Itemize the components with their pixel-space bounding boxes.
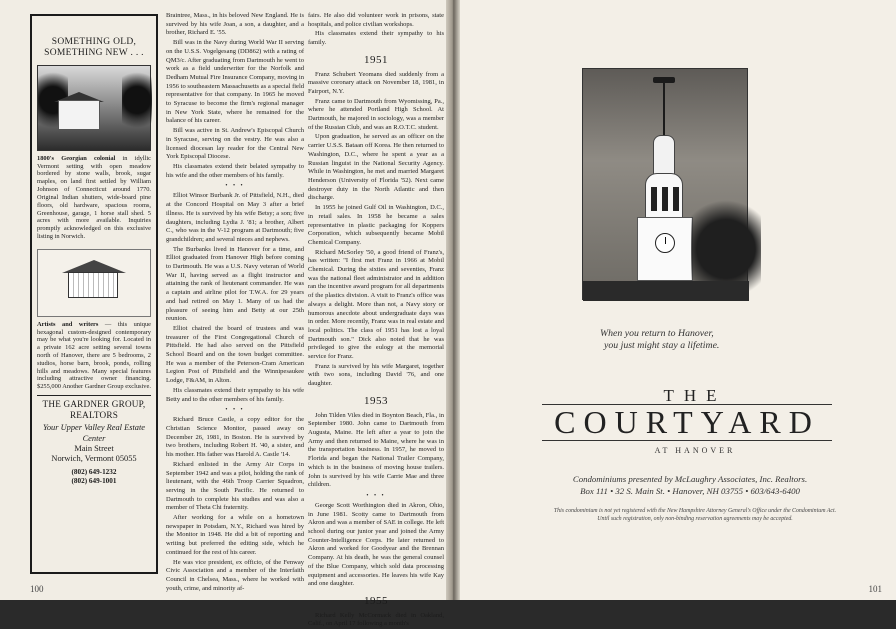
realtor-line: Condominiums presented by McLaughry Associates, Inc. Realtors. [572,474,808,484]
phone-2: (802) 649-1001 [71,476,117,485]
paragraph: Franz Schubert Yeomans died suddenly from a massive coronary attack on November 18, 1981, in Fairport, N.Y. [308,70,444,95]
paragraph: His classmates extend their belated sympathy to his wife and the other members of his family. [166,162,304,179]
brand-location: AT HANOVER [654,446,736,455]
belfry-opening [673,187,679,211]
class-year-heading: 1951 [364,53,388,66]
paragraph: Bill was in the Navy during World War II serving on the U.S.S. Vogelgesang (DD862) with a rating of QM3/c. After graduating from Dartmouth he went to work as a field underwriter for the Norfolk and Dedham Mutual Fire Insurance Company, moving in 1956 to southeastern Massachusetts as a special field representative for that company. In 1965 he moved to Syracuse to become the firm's regional manager in New York State, where he remained for the balance of his career. [166,39,304,125]
ad-tagline [600,328,800,352]
brand-name: COURTYARD [542,404,832,441]
binding-gutter [446,0,460,600]
house-shape [58,100,100,130]
realtor-info [530,474,850,498]
paragraph: Franz came to Dartmouth from Wyomissing, Pa., where he attended Portland High School. At Dartmouth, he majored in sociology, was a member of the Russian Club, and was an R.O.T.C. student. [308,97,444,131]
paragraph: His classmates extend their sympathy to his family. [308,30,444,47]
legal-disclaimer: This condominium is not yet registered with the New Hampshire Attorney General's Office under the Condominium Act. Until such registration, only non-binding reservation agreements may be accepted. [553,508,837,522]
paragraph: John Tilden Viles died in Boynton Beach, Fla., in September 1980. John came to Dartmouth from Augusta, Maine. He left after a year to join the Army and then returned to Maine, where he was in the transportation business. In 1957, he moved to Florida and began the National Trailer Company, which is in the business of moving house trailers. John is survived by his wife Carrie Mae and three children. [308,411,444,489]
paragraph: His classmates extend their sympathy to his wife Betty and to the other members of his family. [166,386,304,403]
belfry-opening [662,187,668,211]
paragraph: Elliot Winsor Burbank Jr. of Pittsfield, N.H., died at the Concord Hospital on May 3 after a brief illness. He is survived by his wife Betsy; a son; five daughters, including Lydia J. '81; a brother, Albert C., who was in the V-12 program at Dartmouth; five grandchildren; and several nieces and nephews. [166,192,304,243]
page-number-right: 101 [868,584,882,594]
contemporary-house-sketch [37,249,151,317]
left-page [0,0,446,628]
cupola-shape [653,135,675,175]
phone-1: (802) 649-1232 [71,467,117,476]
paragraph: Richard Bruce Castle, a copy editor for the Christian Science Monitor, passed away on December 26, 1981, in Boston. He is survived by two brothers, including Robert H. '40, a sister, and his mother. His father was Harold A. Castle '14. [166,416,304,459]
belfry-opening [651,187,657,211]
paragraph: Bill was active in St. Andrew's Episcopal Church in Syracuse, serving on the vestry. He was also a licensed diocesan lay reader for the Central New York Episcopal Diocese. [166,127,304,161]
paragraph: Franz is survived by his wife Margaret, together with two sons, including David '76, and one daughter. [308,362,444,388]
listing-contemporary [37,321,151,391]
paragraph: George Scott Worthington died in Akron, Ohio, in June 1981. Scotty came to Dartmouth from Akron and was a member of SAE in college. He left school during our junior year and joined the Army Counter-Intelligence Corps. He later returned to Akron and worked for Goodyear and the Brennan Company. At his death, he was the general counsel of the Blue Company, which sold data processing equipment and accessories. He leaves his wife Kay and one daughter. [308,501,444,588]
firm-street: Main Street [74,443,114,453]
obituary-column-2 [308,12,444,628]
class-year-heading: 1955 [364,594,388,607]
address-line: Box 111 • 32 S. Main St. • Hanover, NH 03755 • 603/643-6400 [580,485,800,496]
sketch-house-shape [68,272,118,298]
colonial-house-photo [37,65,151,151]
firm-phones [37,468,151,485]
obituary-column-1 [166,12,304,592]
paragraph: He was vice president, ex officio, of the Fenway Civic Association and a member of the Interfaith Council in Chelsea, Mass., where he worked with youth, crime, and minority af- [166,558,304,592]
clock-icon [655,233,675,253]
spire-shape [663,79,665,137]
firm-tagline: Your Upper Valley Real Estate Center [42,423,146,443]
class-year-heading: 1953 [364,394,388,407]
tagline-line-1: When you return to Hanover, [600,328,714,339]
listing-colonial-title: 1800's Georgian colonial [37,154,116,162]
listing-colonial-text: in idyllic Vermont setting with open meadow bordered by stone walls, brook, sugar maples, on land first settled by William Johnson of Connecticut around 1770. Original Indian shutters, wide-board pine floors, old hardware, spacious rooms, Greenhouse, garage, 1 horse stall shed. 5 acres with more available. Inquiries promptly acknowledged on this exclusive listing in Norwich. [37,154,152,240]
clock-tower-photo [582,68,748,300]
paragraph: Braintree, Mass., in his beloved New England. He is survived by his wife Joan, a son, a daughter, and a brother, Richard E. '55. [166,12,304,37]
paragraph: Richard enlisted in the Army Air Corps in September 1942 and was a pilot, holding the rank of lieutenant, with the 46th Troop Carrier Squadron, serving in the South Pacific. He returned to Dartmouth to complete his studies and was also a member of Theta Chi fraternity. [166,460,304,512]
separator-stars: • • • [225,407,245,414]
listing-contemporary-title: Artists and writers [37,320,99,328]
paragraph: fairs. He also did volunteer work in prisons, state hospitals, and police civilian workshops. [308,12,444,28]
paragraph: In 1955 he joined Gulf Oil in Washington, D.C., in retail sales. In 1958 he became a sales representative in plastic packaging for Koppers Corporation, which subsequently became Mobil Chemical Company. [308,204,444,246]
paragraph: Richard McSorley '50, a good friend of Franz's, has written: "I first met Franz in 1966 at Mobil Chemical. During the sixties and seventies, Franz was the national fleet administrator and in addition ran the incentive award program for all departments of the plastics division. A visit to Franz's office was always a delight. More than not, a Navy story or humorous anecdote about undergraduate days was in order. More recently, Franz was in real estate and local politics. The class of 1951 has lost a loyal Dartmouth son." Dick also noted that he was privileged to give the eulogy at the memorial service for Franz. [308,248,444,361]
paragraph: After working for a while on a hometown newspaper in Potsdam, N.Y., Richard was hired by the Monitor in 1948. He did a bit of reporting and writing but preferred the editing side, which he continued for the rest of his career. [166,514,304,556]
tagline-line-2: you just might stay a lifetime. [604,340,720,352]
tree-shape [122,72,152,142]
ad-headline: SOMETHING OLD, SOMETHING NEW . . . [44,37,144,58]
paragraph: Richard Kelly McCormack died in Oakland, Calif., on April 17 following a month's [308,611,444,628]
page-number-left: 100 [30,584,44,594]
separator-stars: • • • [366,492,386,499]
separator-stars: • • • [225,183,245,190]
firm-city: Norwich, Vermont 05055 [51,453,137,463]
listing-contemporary-text: — this unique hexagonal custom-designed contemporary may be what you're looking for. Located in a private 162 acre setting several towns north of Hanover, there are 5 bedrooms, 2 studios, horse barn, brook, ponds, rolling hills and meadows. Many special features including attractive owner financing. $255,000 Another Gardner Group exclusive. [37,320,151,391]
right-page [460,0,896,600]
paragraph: The Burbanks lived in Hanover for a time, and Elliot graduated from Hanover High before coming to Dartmouth. He was a U.S. Navy veteran of World War II, having served as a flight instructor and attaining the rank of lieutenant commander. He was a captain and airline pilot for T.W.A. for 29 years and had retired on May 1. Many of us had the pleasure of seeing him and Betty at our 25th reunion. [166,245,304,323]
gardner-group-ad [30,14,158,574]
roof-shape [583,281,749,301]
paragraph: Elliot chaired the board of trustees and was treasurer of the First Congregational Church of Pittsfield. He had also served on the Pittsfield School Board and on the town budget committee. He was a member of the Peterson-Cram American Legion Post of Pittsfield and the Winnipesaukee Lodge, F&AM, in Alton. [166,324,304,385]
brand-the: THE [663,386,727,405]
paragraph: Upon graduation, he served as an officer on the carrier U.S.S. Bataan off Korea. He then returned to Washington, D.C., where he spent a year as a Russian linguist in the National Security Agency. While in Washington, he met and married Margaret Henderson (University of Florida '52). Next came destroyer duty in the North Atlantic and then discharge. [308,133,444,202]
firm-name: THE GARDNER GROUP, REALTORS [37,395,151,420]
listing-colonial [37,155,151,241]
